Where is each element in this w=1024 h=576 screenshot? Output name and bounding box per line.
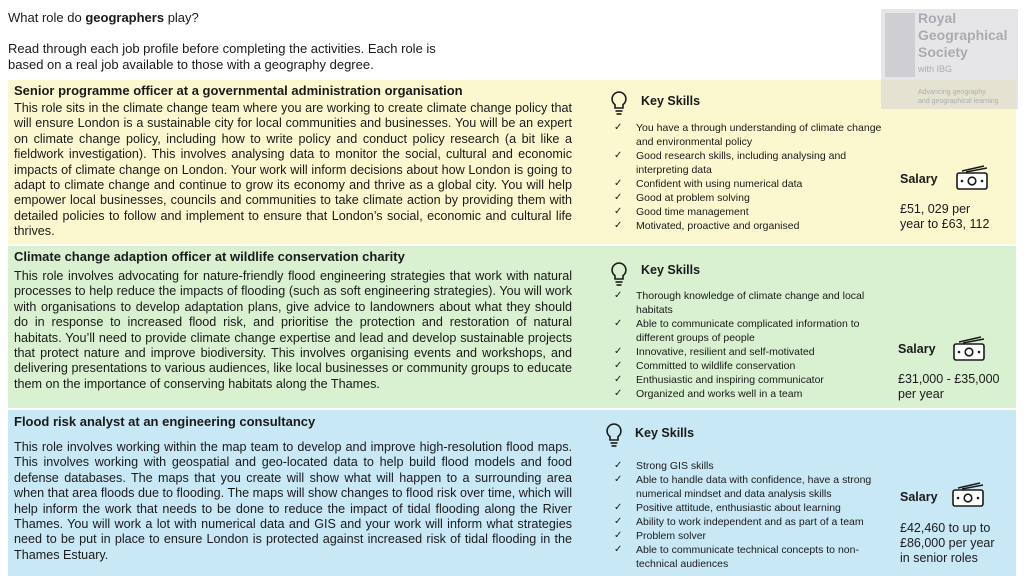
key-skills-label: Key Skills xyxy=(641,263,701,277)
key-skills-label: Key Skills xyxy=(641,94,701,108)
role-title: Senior programme officer at a governmental administration organisation xyxy=(14,83,463,98)
logo-name xyxy=(918,10,1007,61)
role-card-flood-analyst xyxy=(8,410,1016,576)
logo-tagline-line: Advancing geography xyxy=(918,89,986,96)
salary-line: in senior roles xyxy=(900,551,978,565)
skill-item: ✓ Strong GIS skills xyxy=(614,459,899,473)
skills-list xyxy=(614,459,899,571)
salary-label: Salary xyxy=(900,172,938,186)
logo-tagline xyxy=(918,88,999,106)
skill-item: ✓ Able to communicate complicated information to different groups of people xyxy=(614,317,899,345)
crest-icon xyxy=(885,13,915,77)
skill-item: ✓ Committed to wildlife conservation xyxy=(614,359,899,373)
skill-item: ✓ Able to handle data with confidence, have a strong numerical mindset and data analysis skills xyxy=(614,473,899,501)
skills-list xyxy=(614,289,899,401)
salary-line: £42,460 to up to xyxy=(900,521,991,535)
role-title: Climate change adaption officer at wildlife conservation charity xyxy=(14,249,405,264)
skills-list xyxy=(614,121,899,233)
question-keyword: geographers xyxy=(85,10,165,25)
skill-item: ✓ You have a through understanding of climate change and environmental policy xyxy=(614,121,899,149)
skill-item: ✓ Confident with using numerical data xyxy=(614,177,899,191)
salary-label: Salary xyxy=(898,342,936,356)
role-card-programme-officer xyxy=(8,80,1016,244)
question-prefix: What role do xyxy=(8,10,86,25)
salary-line: £86,000 per year xyxy=(900,536,995,550)
logo-name-line: Society xyxy=(918,44,968,60)
rgs-logo xyxy=(881,9,1018,109)
skill-item: ✓ Problem solver xyxy=(614,529,899,543)
logo-name-line: Royal xyxy=(918,10,957,26)
skill-item: ✓ Motivated, proactive and organised xyxy=(614,219,899,233)
logo-ibg: with IBG xyxy=(918,64,953,74)
role-title: Flood risk analyst at an engineering consultancy xyxy=(14,414,316,429)
page-question xyxy=(8,10,199,25)
skill-item: ✓ Good research skills, including analysing and interpreting data xyxy=(614,149,899,177)
salary-line: per year xyxy=(898,387,944,401)
skill-item: ✓ Thorough knowledge of climate change and local habitats xyxy=(614,289,899,317)
salary-line: £31,000 - £35,000 xyxy=(898,372,1000,386)
instructions: Read through each job profile before completing the activities. Each role is based on a real job available to those with a geography degree. xyxy=(8,41,436,72)
skill-item: ✓ Able to communicate technical concepts to non-technical audiences xyxy=(614,543,899,571)
salary-line: year to £63, 112 xyxy=(900,217,990,231)
skill-item: ✓ Ability to work independent and as part of a team xyxy=(614,515,899,529)
role-description: This role involves working within the map team to develop and improve high-resolution flood maps. This involves working with geospatial and geo-located data to help build flood models and food defense databases. The maps that you create will show what will happen to a surrounding area when that area floods due to flooding. The maps will show changes to flood risk over time, which will help inform the work that needs to be done to reduce the impact of tidal flooding along the River Thames. You will work a lot with numerical data and GIS and your work will inform what strategies need to be put in place to ensure London is protected against increased risk of tidal flooding in the Thames Estuary. xyxy=(14,440,572,562)
skill-item: ✓ Positive attitude, enthusiastic about learning xyxy=(614,501,899,515)
salary-value xyxy=(898,372,1008,402)
lightbulb-icon xyxy=(610,261,628,287)
salary-label: Salary xyxy=(900,490,938,504)
question-suffix: play? xyxy=(164,10,199,25)
skill-item: ✓ Good time management xyxy=(614,205,899,219)
salary-value xyxy=(900,521,1010,566)
lightbulb-icon xyxy=(610,90,628,116)
role-card-adaption-officer xyxy=(8,246,1016,408)
lightbulb-icon xyxy=(605,422,623,448)
role-description: This role sits in the climate change team where you are working to create climate change policy that will ensure London is a sustainable city for local communities and businesses. You will be an expert on climate change policy, including how to write policy and conduct policy research (a bit like a fieldwork investigation). This involves analysing data to monitor the social, cultural and economic impacts of climate change on London. Your work will inform decisions about how London is going to adapt to climate change and continue to grow its economy and thrive as a global city. You will help empower local businesses, councils and communities to take climate action by providing them with detailed policies to follow and implement to ensure that London’s social, economic and cultural life thrives. xyxy=(14,101,572,239)
skill-item: ✓ Enthusiastic and inspiring communicator xyxy=(614,373,899,387)
skill-item: ✓ Innovative, resilient and self-motivated xyxy=(614,345,899,359)
logo-name-line: Geographical xyxy=(918,27,1008,43)
skill-item: ✓ Good at problem solving xyxy=(614,191,899,205)
key-skills-label: Key Skills xyxy=(635,426,695,440)
role-description: This role involves advocating for nature-friendly flood engineering strategies that work with natural processes to help reduce the impacts of flooding (such as soft engineering strategies). You will work with organisations to develop adaptation plans, give advice to landowners about what they should do in response to increased flood risk, and prioritise the protection and restoration of natural habitats. You’ll need to provide climate change expertise and lead and develop sustainable projects that protect nature and improve biodiversity. This involves organising events and workshops, and delivering presentations to various audiences, like local businesses or community groups to educate them on the importance of conserving habitats along the Thames. xyxy=(14,269,572,391)
money-icon xyxy=(954,165,990,191)
salary-value xyxy=(900,202,1010,232)
skill-item: ✓ Organized and works well in a team xyxy=(614,387,899,401)
logo-tagline-line: and geographical learning xyxy=(918,98,999,105)
money-icon xyxy=(951,336,987,362)
money-icon xyxy=(950,482,986,508)
salary-line: £51, 029 per xyxy=(900,202,971,216)
